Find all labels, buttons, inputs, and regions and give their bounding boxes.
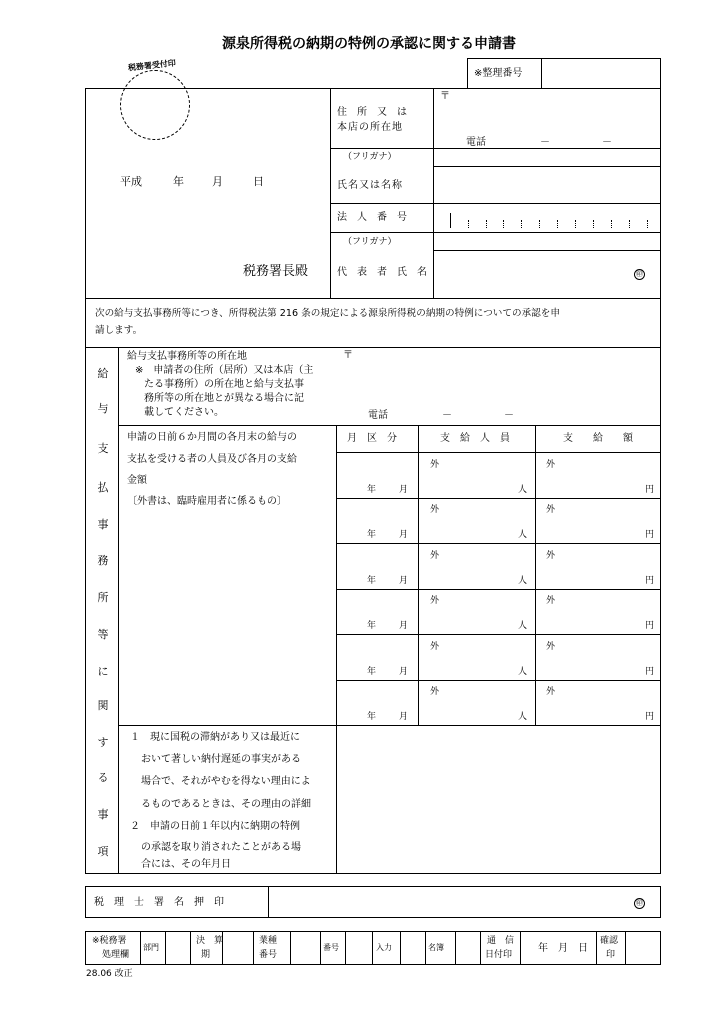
phone-dash-1: － <box>540 137 550 148</box>
row4-people-outer: 外 <box>430 596 440 606</box>
phone-dash-2: － <box>602 137 612 148</box>
row3-person: 人 <box>518 576 528 586</box>
row5-month: 月 <box>399 667 409 677</box>
row4-amount-outer: 外 <box>546 596 556 606</box>
row2-amount-outer: 外 <box>546 505 556 515</box>
section-vertical-char-11: る <box>97 771 109 784</box>
office-use-ymd: 年 月 日 <box>538 943 588 954</box>
office-use-meibo: 名簿 <box>428 943 444 952</box>
office-address-label: 給与支払事務所等の所在地 <box>127 351 247 362</box>
office-use-label-1: ※税務署 <box>92 936 127 946</box>
office-phone-dash-1: － <box>442 410 452 421</box>
office-use-kessan-2: 期 <box>201 950 211 960</box>
office-use-bumon: 部門 <box>143 943 159 952</box>
row3-people-outer: 外 <box>430 551 440 561</box>
row6-yen: 円 <box>645 712 655 722</box>
section-vertical-char-7: 等 <box>97 628 109 641</box>
office-use-gyoshu-2: 番号 <box>259 950 278 960</box>
row2-year: 年 <box>367 530 377 540</box>
row1-amount-outer: 外 <box>546 460 556 470</box>
name-label: 氏名又は名称 <box>337 180 403 191</box>
row5-amount-outer: 外 <box>546 642 556 652</box>
revision-note: 28.06 改正 <box>86 969 133 979</box>
date-day: 日 <box>253 175 264 188</box>
corp-number-label: 法 人 番 号 <box>337 212 407 223</box>
row2-month: 月 <box>399 530 409 540</box>
col-month-header: 月 区 分 <box>347 433 397 444</box>
representative-seal: ㊞ <box>636 270 643 278</box>
office-use-kakunin-1: 確認 <box>600 936 619 946</box>
section-vertical-char-10: す <box>97 736 109 749</box>
row4-year: 年 <box>367 621 377 631</box>
reason-line-4: るものであるときは、その理由の詳細 <box>141 799 311 810</box>
section-vertical-char-8: に <box>97 665 109 678</box>
row3-month: 月 <box>399 576 409 586</box>
reason-line-5: ２ 申請の日前１年以内に納期の特例 <box>130 821 300 832</box>
reason-line-1: １ 現に国税の滞納があり又は最近に <box>130 732 300 743</box>
row6-person: 人 <box>518 712 528 722</box>
office-address-note-4: 載してください。 <box>144 407 224 418</box>
office-use-tsushin-1: 通 信 <box>487 936 515 946</box>
row3-year: 年 <box>367 576 377 586</box>
office-use-gyoshu-1: 業種 <box>259 936 278 946</box>
row5-year: 年 <box>367 667 377 677</box>
row1-people-outer: 外 <box>430 460 440 470</box>
form-title: 源泉所得税の納期の特例の承認に関する申請書 <box>222 36 516 52</box>
date-year: 年 <box>173 175 184 188</box>
office-use-label-2: 処理欄 <box>102 950 130 960</box>
reason-line-6: の承認を取り消されたことがある場 <box>141 842 301 853</box>
row4-month: 月 <box>399 621 409 631</box>
office-section-box <box>85 347 661 874</box>
section-vertical-char-6: 所 <box>97 591 109 604</box>
tax-accountant-label: 税 理 士 署 名 押 印 <box>94 897 224 908</box>
reason-line-3: 場合で、それがやむを得ない理由によ <box>141 776 311 787</box>
row6-year: 年 <box>367 712 377 722</box>
section-vertical-char-2: 支 <box>97 442 109 455</box>
row1-year: 年 <box>367 485 377 495</box>
row1-person: 人 <box>518 485 528 495</box>
row4-person: 人 <box>518 621 528 631</box>
tax-accountant-seal: ㊞ <box>636 899 643 907</box>
date-era: 平成 <box>120 175 142 188</box>
reason-line-7: 合には、その年月日 <box>141 859 231 870</box>
pay-desc-4: 〔外書は、臨時雇用者に係るもの〕 <box>127 496 287 507</box>
section-vertical-char-3: 払 <box>97 481 109 494</box>
pay-desc-3: 金額 <box>127 475 147 486</box>
section-vertical-char-9: 関 <box>97 699 109 712</box>
row4-yen: 円 <box>645 621 655 631</box>
section-vertical-char-4: 事 <box>97 518 109 531</box>
pay-desc-2: 支払を受ける者の人員及び各月の支給 <box>127 454 297 465</box>
seiri-number-label: ※整理番号 <box>474 68 523 79</box>
office-use-bango: 番号 <box>323 943 339 952</box>
section-vertical-char-5: 務 <box>97 554 109 567</box>
row1-yen: 円 <box>645 485 655 495</box>
section-vertical-char-13: 項 <box>97 845 109 858</box>
col-amount-header: 支 給 額 <box>563 433 633 444</box>
office-address-note-2: たる事務所）の所在地と給与支払事 <box>144 379 304 390</box>
col-people-header: 支 給 人 員 <box>440 433 510 444</box>
furigana-label-1: （フリガナ） <box>343 152 397 162</box>
address-label-2: 本店の所在地 <box>337 122 403 133</box>
office-address-note-1: ※ 申請者の住所（居所）又は本店（主 <box>135 365 314 376</box>
intro-text-1: 次の給与支払事務所等につき、所得税法第 216 条の規定による源泉所得税の納期の特例についての承認を申 <box>95 308 560 319</box>
row6-people-outer: 外 <box>430 687 440 697</box>
phone-label: 電話 <box>466 137 486 148</box>
intro-text-2: 請します。 <box>95 325 143 336</box>
row6-amount-outer: 外 <box>546 687 556 697</box>
tax-office-addressee: 税務署長殿 <box>243 264 309 279</box>
section-vertical-char-12: 事 <box>97 808 109 821</box>
row3-yen: 円 <box>645 576 655 586</box>
office-phone-dash-2: － <box>504 410 514 421</box>
representative-label: 代 表 者 氏 名 <box>337 267 427 278</box>
reason-line-2: おいて著しい納付遅延の事実がある <box>141 754 301 765</box>
reception-stamp-label: 税務署受付印 <box>127 58 177 73</box>
office-use-tsushin-2: 日付印 <box>485 950 513 960</box>
row2-person: 人 <box>518 530 528 540</box>
section-vertical-char-0: 給 <box>97 367 109 380</box>
row5-person: 人 <box>518 667 528 677</box>
office-address-note-3: 務所等の所在地とが異なる場合に記 <box>144 393 304 404</box>
row3-amount-outer: 外 <box>546 551 556 561</box>
row5-yen: 円 <box>645 667 655 677</box>
office-phone-label: 電話 <box>368 410 388 421</box>
postal-mark: 〒 <box>440 91 450 102</box>
row2-yen: 円 <box>645 530 655 540</box>
row5-people-outer: 外 <box>430 642 440 652</box>
row2-people-outer: 外 <box>430 505 440 515</box>
pay-desc-1: 申請の日前６か月間の各月末の給与の <box>127 432 297 443</box>
address-label-1: 住 所 又 は <box>337 107 407 118</box>
section-vertical-char-1: 与 <box>97 402 109 415</box>
office-use-kakunin-2: 印 <box>606 950 616 960</box>
office-postal-mark: 〒 <box>343 350 353 361</box>
row1-month: 月 <box>399 485 409 495</box>
office-use-nyuryoku: 入力 <box>376 943 392 952</box>
furigana-label-2: （フリガナ） <box>343 237 397 247</box>
date-month: 月 <box>212 175 223 188</box>
row6-month: 月 <box>399 712 409 722</box>
office-use-kessan-1: 決 算 <box>196 936 224 946</box>
